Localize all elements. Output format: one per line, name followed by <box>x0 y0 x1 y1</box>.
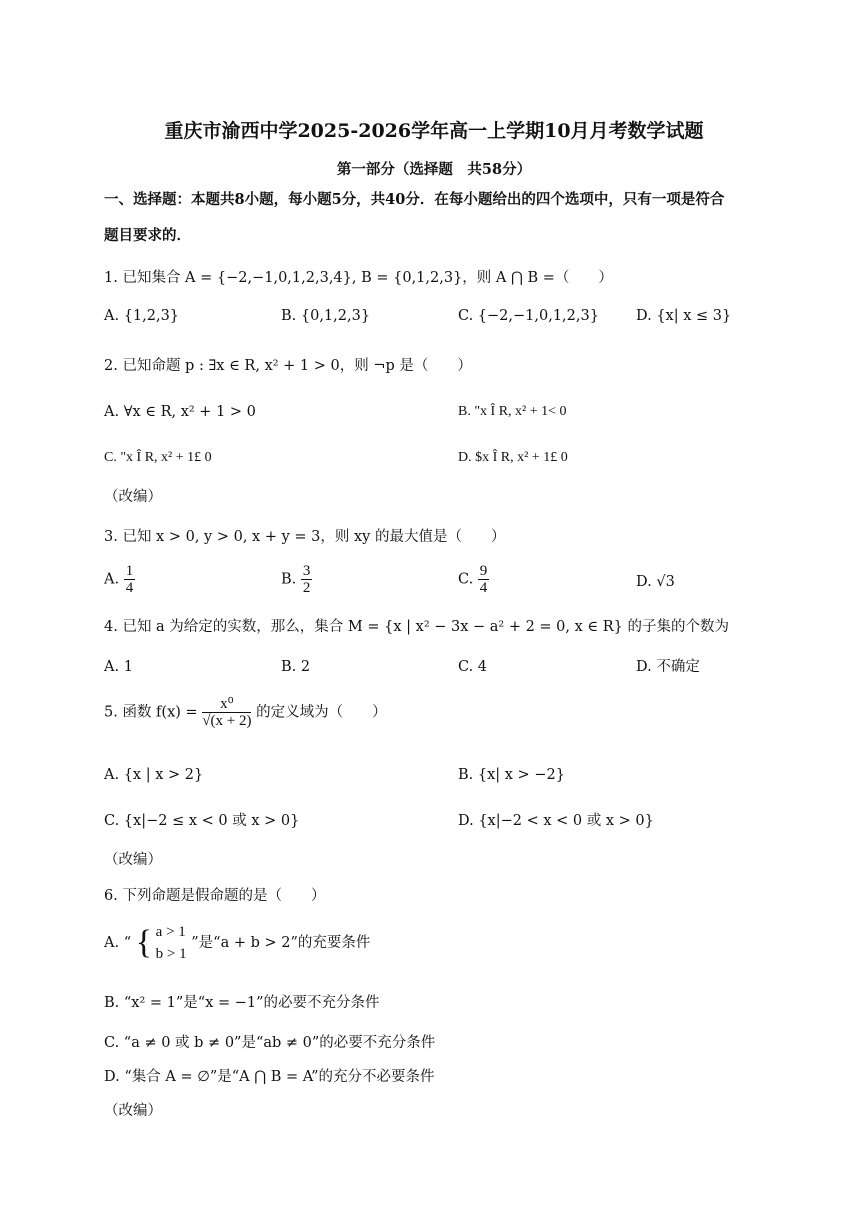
denominator: √(x + 2) <box>202 713 252 729</box>
question-5-option-d: D. {x|−2 < x < 0 或 x > 0} <box>458 813 654 829</box>
question-6-option-c: C. “a ≠ 0 或 b ≠ 0”是“ab ≠ 0”的必要不充分条件 <box>104 1035 436 1051</box>
question-4-option-a: A. 1 <box>104 659 133 675</box>
question-5-stem <box>104 696 387 729</box>
question-1-option-b: B. {0,1,2,3} <box>281 308 371 324</box>
question-1-option-d: D. {x| x ≤ 3} <box>636 308 732 324</box>
denominator: 4 <box>125 580 134 596</box>
condition-top: a > 1 <box>155 924 186 940</box>
question-3-stem: 3. 已知 x > 0, y > 0, x + y = 3，则 xy 的最大值是（ ） <box>104 529 506 545</box>
question-3-option-d: D. √3 <box>636 574 675 590</box>
left-brace-icon: { <box>135 924 153 961</box>
question-6-option-b: B. “x² = 1”是“x = −1”的必要不充分条件 <box>104 995 380 1011</box>
numerator: 9 <box>479 563 488 579</box>
question-6-note: （改编） <box>104 1103 162 1119</box>
question-6-option-d: D. “集合 A = ∅”是“A ⋂ B = A”的充分不必要条件 <box>104 1069 435 1085</box>
brace-system <box>136 921 187 965</box>
question-2-note: （改编） <box>104 489 162 505</box>
option-label: B. <box>281 571 297 588</box>
question-5-note: （改编） <box>104 852 162 868</box>
question-3-option-c <box>458 563 489 596</box>
stem-prefix: 5. 函数 f(x) = <box>104 704 198 721</box>
question-4-option-c: C. 4 <box>458 659 488 675</box>
question-4-stem: 4. 已知 a 为给定的实数，那么，集合 M = {x | x² − 3x − a² + 2 = 0, x ∈ R} 的子集的个数为 <box>104 619 730 635</box>
denominator: 4 <box>479 580 488 596</box>
question-5-option-b: B. {x| x > −2} <box>458 767 565 783</box>
question-6-option-a <box>104 921 370 965</box>
numerator: x⁰ <box>202 696 251 713</box>
question-3-option-b <box>281 563 312 596</box>
fraction <box>478 563 490 596</box>
question-2-option-b: B. "x Î R, x² + 1< 0 <box>458 404 567 419</box>
question-2-stem: 2. 已知命题 p : ∃x ∈ R, x² + 1 > 0，则 ¬p 是（ ） <box>104 358 472 374</box>
question-5-option-a: A. {x | x > 2} <box>104 767 204 783</box>
denominator: 2 <box>302 580 311 596</box>
part-heading: 第一部分（选择题 共58分） <box>336 161 532 178</box>
question-2-option-a: A. ∀x ∈ R, x² + 1 > 0 <box>104 404 256 420</box>
option-label: C. <box>458 571 474 588</box>
brace-conditions <box>156 921 187 965</box>
question-3-option-a <box>104 563 135 596</box>
option-suffix: ”是“a + b > 2”的充要条件 <box>191 935 371 951</box>
question-4-option-b: B. 2 <box>281 659 311 675</box>
stem-suffix: 的定义域为（ ） <box>256 704 387 721</box>
section-instruction-line2: 题目要求的． <box>104 227 191 244</box>
question-5-option-c: C. {x|−2 ≤ x < 0 或 x > 0} <box>104 813 300 829</box>
question-2-option-d: D. $x Î R, x² + 1£ 0 <box>458 450 568 465</box>
fraction <box>202 696 251 729</box>
numerator: 1 <box>125 563 134 579</box>
question-1-option-a: A. {1,2,3} <box>104 308 180 324</box>
question-2-option-c: C. "x Î R, x² + 1£ 0 <box>104 450 212 465</box>
numerator: 3 <box>302 563 311 579</box>
option-prefix: A. “ <box>104 935 132 951</box>
fraction <box>301 563 313 596</box>
question-6-stem: 6. 下列命题是假命题的是（ ） <box>104 888 326 904</box>
question-1-stem: 1. 已知集合 A = {−2,−1,0,1,2,3,4}, B = {0,1,2,3}，则 A ⋂ B =（ ） <box>104 270 613 286</box>
page-title: 重庆市渝西中学2025-2026学年高一上学期10月月考数学试题 <box>164 120 704 142</box>
option-label: A. <box>104 571 120 588</box>
question-1-option-c: C. {−2,−1,0,1,2,3} <box>458 308 599 324</box>
condition-bottom: b > 1 <box>155 946 187 962</box>
fraction <box>124 563 136 596</box>
question-4-option-d: D. 不确定 <box>636 659 700 675</box>
section-instruction-line1: 一、选择题：本题共8小题，每小题5分，共40分．在每小题给出的四个选项中，只有一项是符合 <box>104 191 725 208</box>
